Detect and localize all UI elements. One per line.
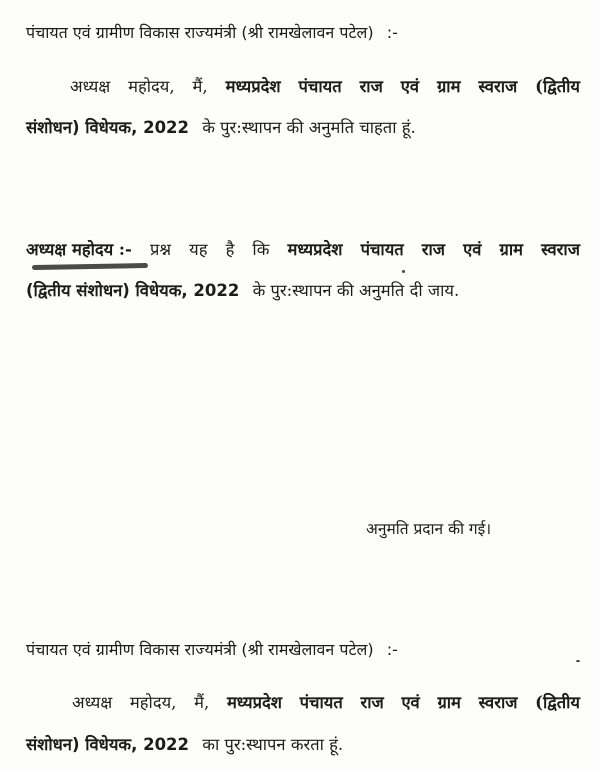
word: राज — [360, 693, 384, 712]
speaker-colon: :- — [386, 23, 398, 42]
word: (द्वितीय — [535, 77, 580, 96]
ink-speck — [576, 660, 580, 662]
word: एवं — [401, 693, 420, 712]
word: पंचायत — [298, 77, 342, 96]
word: अध्यक्ष — [72, 693, 113, 712]
word: ग्राम — [499, 240, 523, 259]
word: पंचायत — [299, 693, 343, 712]
word: राज — [359, 77, 383, 96]
bill-title: संशोधन) विधेयक, 2022 — [26, 118, 190, 137]
word: स्वराज — [478, 693, 518, 712]
word: एवं — [463, 240, 482, 259]
sentence-end: का पुर:स्थापन करता हूं. — [202, 735, 344, 754]
word: मैं, — [194, 693, 210, 712]
paragraph-1-line-2 — [26, 117, 416, 139]
bill-title: (द्वितीय संशोधन) विधेयक, 2022 — [26, 281, 240, 300]
word: पंचायत — [360, 240, 404, 259]
word: मध्यप्रदेश — [287, 240, 343, 259]
word: है — [225, 240, 235, 259]
speaker-heading-2 — [26, 639, 398, 661]
paragraph-2-line-2 — [26, 280, 459, 302]
word: मध्यप्रदेश — [225, 77, 281, 96]
word: महोदय, — [128, 77, 175, 96]
bill-title: संशोधन) विधेयक, 2022 — [26, 735, 190, 754]
speaker-colon: :- — [386, 640, 398, 659]
paragraph-3-line-1 — [72, 692, 580, 714]
word: एवं — [400, 77, 420, 96]
word: ग्राम — [437, 693, 461, 712]
paragraph-2-line-1 — [26, 239, 580, 261]
word: कि — [252, 240, 270, 259]
speaker-name: पंचायत एवं ग्रामीण विकास राज्यमंत्री (श्री रामखेलावन पटेल) — [26, 640, 374, 659]
handwritten-underline — [32, 263, 148, 270]
ink-speck — [402, 270, 405, 273]
word: अध्यक्ष — [70, 77, 111, 96]
word: मैं, — [192, 77, 208, 96]
word: स्वराज — [541, 240, 580, 259]
result-note: अनुमति प्रदान की गई। — [366, 520, 492, 538]
word: राज — [421, 240, 446, 259]
speaker-heading-1 — [26, 22, 398, 44]
word: स्वराज — [478, 77, 518, 96]
chair-label: अध्यक्ष महोदय :- — [26, 240, 132, 259]
word: (द्वितीय — [535, 693, 580, 712]
paragraph-3-line-2 — [26, 734, 343, 756]
sentence-end: के पुर:स्थापन की अनुमति दी जाय. — [252, 281, 460, 300]
word: ग्राम — [436, 77, 461, 96]
paragraph-1-line-1 — [70, 76, 580, 98]
word: मध्यप्रदेश — [226, 693, 282, 712]
sentence-end: के पुर:स्थापन की अनुमति चाहता हूं. — [202, 118, 416, 137]
speaker-name: पंचायत एवं ग्रामीण विकास राज्यमंत्री (श्री रामखेलावन पटेल) — [26, 23, 374, 42]
word: यह — [189, 240, 208, 259]
word: महोदय, — [129, 693, 177, 712]
word: प्रश्न — [149, 240, 172, 259]
